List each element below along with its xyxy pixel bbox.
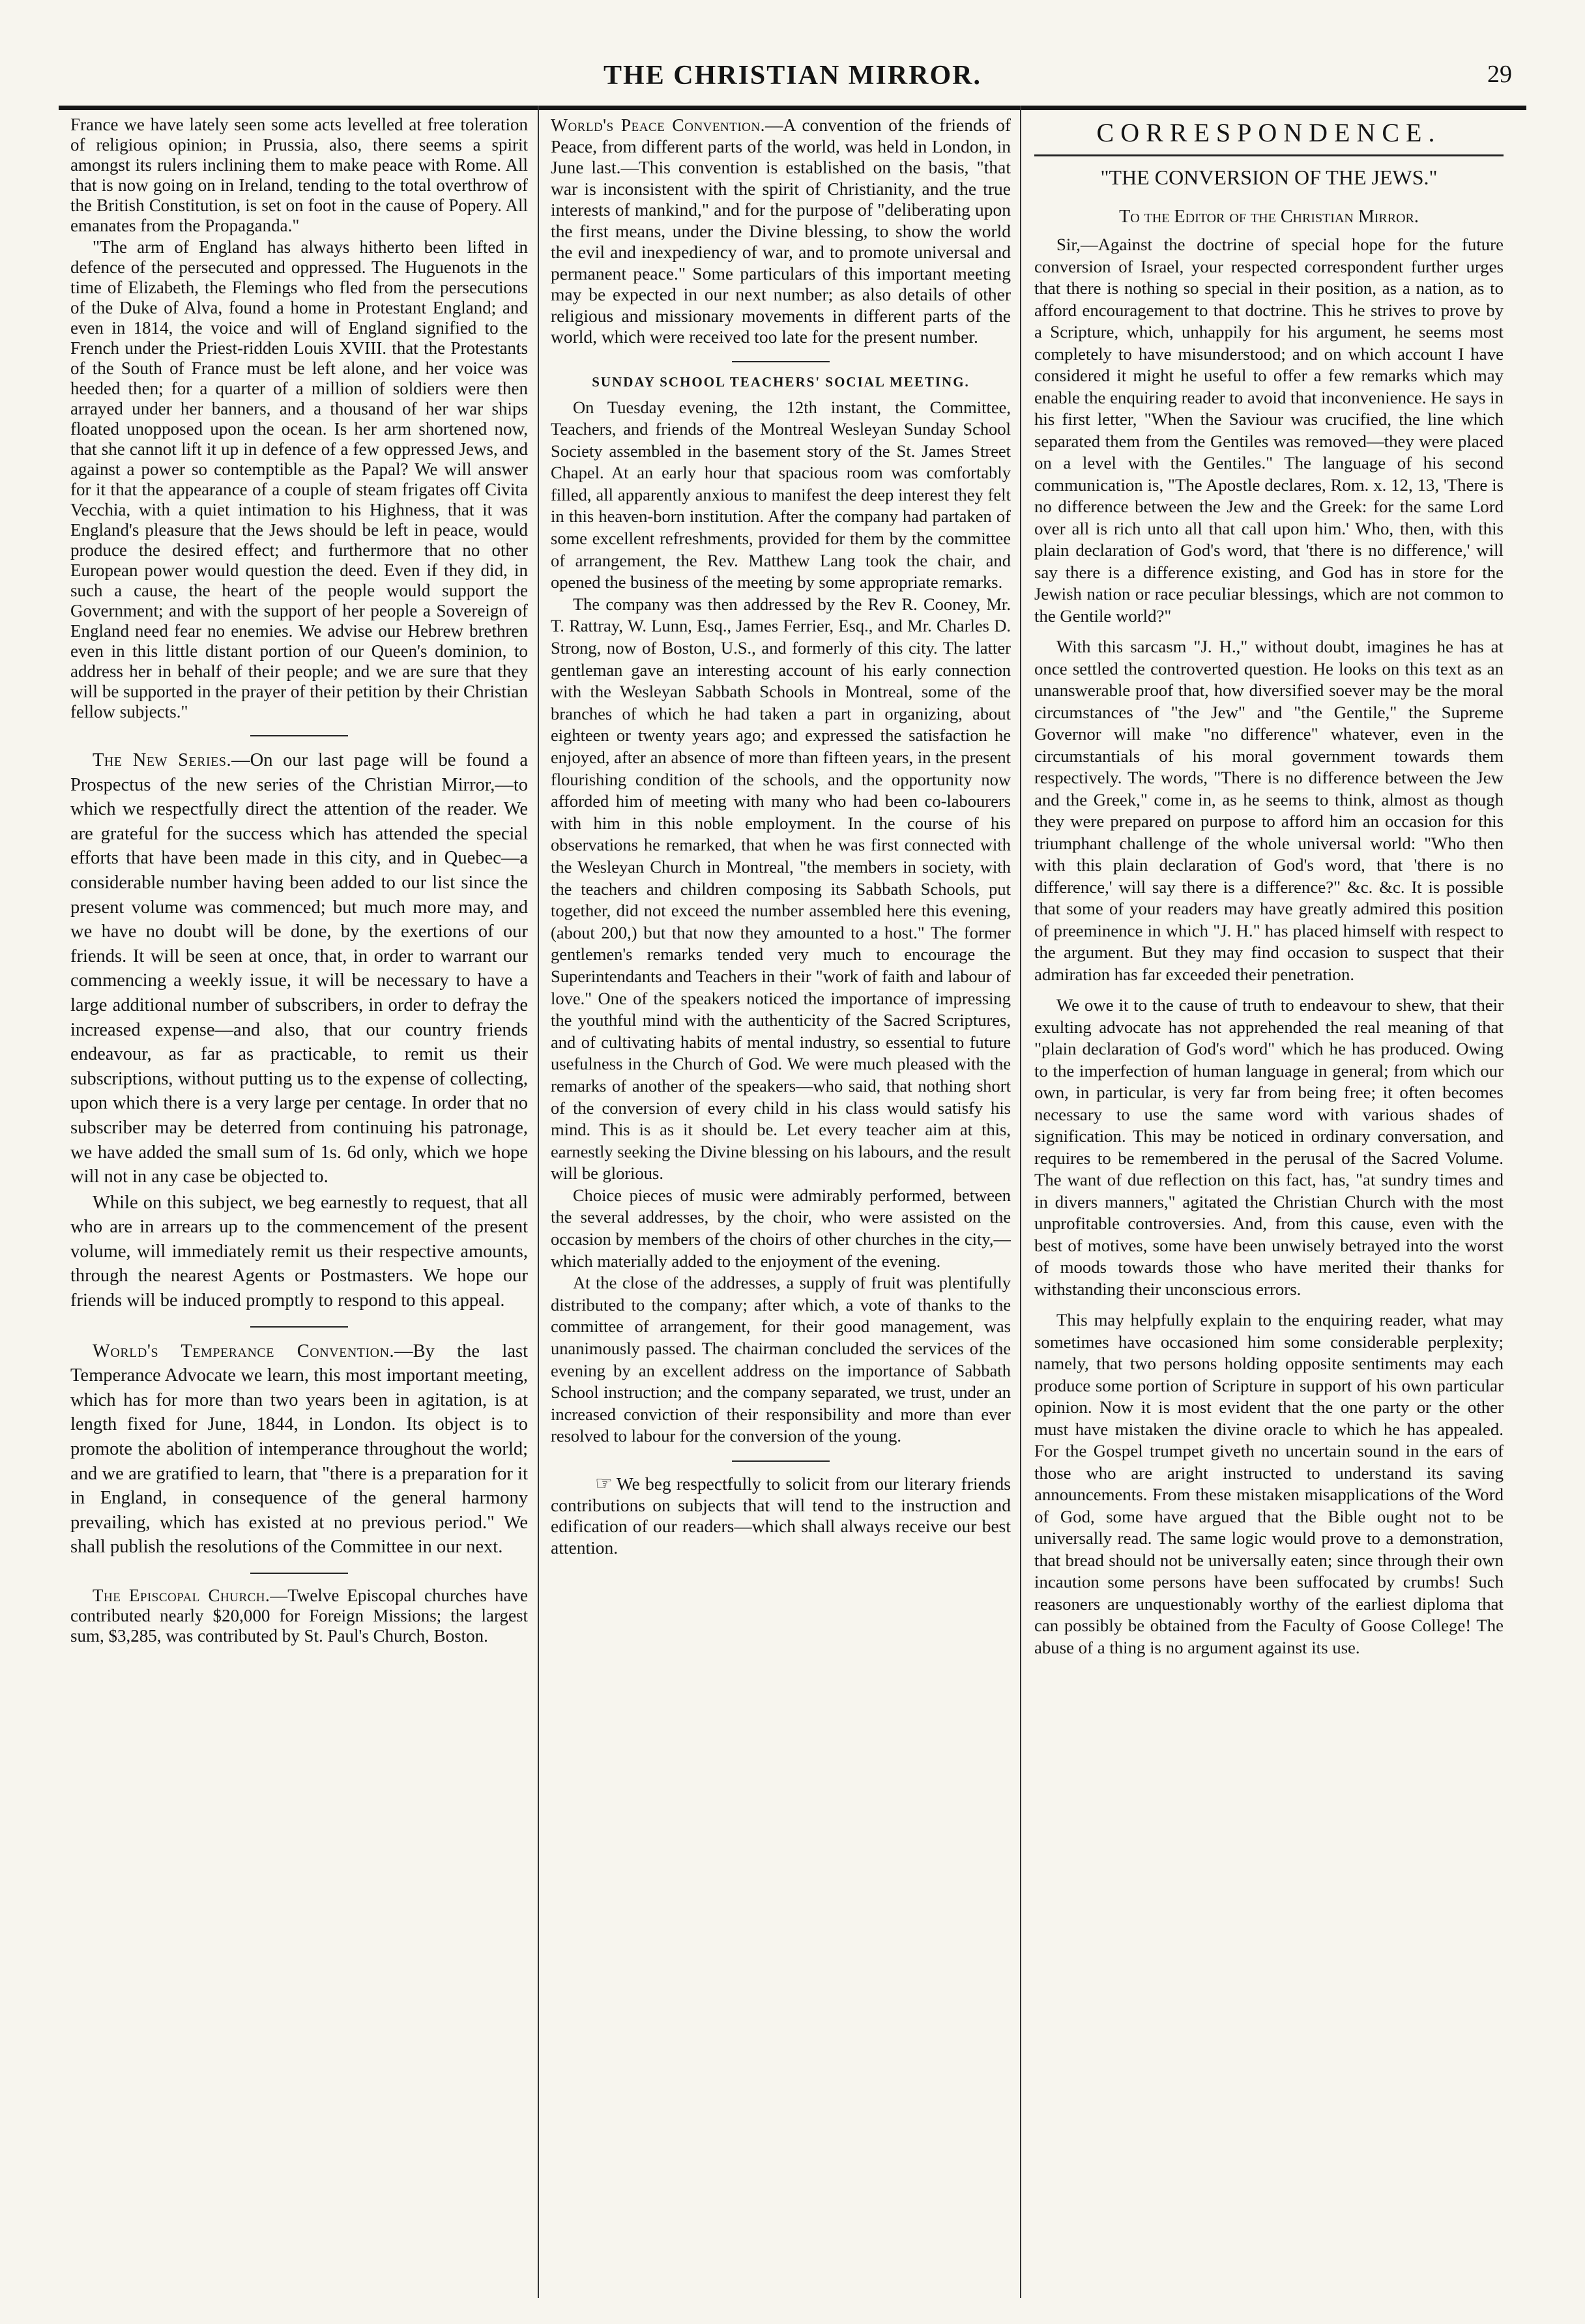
peace-text: —A convention of the friends of Peace, from different parts of the world, was held in London, in June last.—This convention is established on the basis, "that war is inconsistent with the spirit of Christianity, and the true interests of mankind," and for the purpose of "deliberating upon the first means, under the Divine blessing, to show the world the evil and inexpediency of war, and to promote universal and permanent peace." Some particulars of this important meeting may be expected in our next number; as also details of other religious and missionary movements in different parts of the world, which were received too late for the present number. bbox=[551, 115, 1011, 347]
episcopal-text: —Twelve Episcopal churches have contributed nearly $20,000 for Foreign Missions; the largest sum, $3,285, was contributed by St. Paul's Church, Boston. bbox=[70, 1586, 528, 1646]
header-rule bbox=[59, 106, 1526, 110]
running-title: THE CHRISTIAN MIRROR. bbox=[603, 61, 982, 91]
section-divider bbox=[250, 735, 348, 736]
contributions-notice-text: We beg respectfully to solicit from our literary friends contributions on subjects that will tend to the instruction and edification of our readers—which shall always receive our best attention. bbox=[551, 1474, 1011, 1558]
article-paragraph: Choice pieces of music were admirably performed, between the several addresses, by the choir, who were assisted on the occasion by members of the choirs of other churches in the city,—which materially added to the enjoyment of the evening. bbox=[551, 1185, 1011, 1271]
pointing-hand-icon: ☞ bbox=[595, 1473, 613, 1494]
article-paragraph: At the close of the addresses, a supply of fruit was plentifully distributed to the company; after which, a vote of thanks to the committee of arrangement, for their good management, was unanimously passed. The chairman concluded the services of the evening by an excellent address on the importance of Sabbath School instruction; and the company separated, we trust, under an increased conviction of their responsibility and more than ever resolved to labour for the conversion of the young. bbox=[551, 1273, 1011, 1446]
contributions-notice bbox=[551, 1474, 1011, 1558]
temperance-heading: World's Temperance Convention. bbox=[93, 1341, 395, 1361]
letter-paragraph: This may helpfully explain to the enquiring reader, what may sometimes have occasioned him some considerable perplexity; namely, that two persons holding opposite sentiments may each produce some portion of Scripture in support of his own particular opinion. Now it is most evident that the one party or the other must have mistaken the divine oracle to which he has appealed. For the Gospel trumpet giveth no uncertain sound in the ears of those who are aright instructed to understand its saving announcements. From these mistaken misapplications of the Word of God, some have argued that the Bible ought not to be universally read. The same logic would prove to a demonstration, that bread should not be universally eaten; since through their own incaution some persons have been suffocated by crumbs! Such reasoners are unquestionably worthy of the earliest diploma that can possibly be obtained from the Faculty of Goose College! The abuse of a thing is no argument against its use. bbox=[1034, 1310, 1504, 1657]
letter-title: "THE CONVERSION OF THE JEWS." bbox=[1100, 166, 1438, 189]
letter-paragraph: We owe it to the cause of truth to endeavour to shew, that their exulting advocate has not apprehended the real meaning of that "plain declaration of God's word" which he has produced. Owing to the imperfection of human language in general; from which our own, in particular, is very far from being free; it often becomes necessary to use the same word with various shades of signification. This may be noticed in ordinary conversation, and requires to be remembered in the perusal of the Sacred Volume. The want of due reflection on this fact, has, "at sundry times and in divers manners," agitated the Christian Church with the most unprofitable controversies. And, from this cause, even with the best of motives, some have been unwisely betrayed into the worst of moods towards those who have merited their thanks for withstanding their unconscious errors. bbox=[1034, 995, 1504, 1299]
arrears-paragraph: While on this subject, we beg earnestly to request, that all who are in arrears up to the commencement of the present volume, will immediately remit us their respective amounts, through the nearest Agents or Postmasters. We hope our friends will be induced promptly to respond to this appeal. bbox=[70, 1192, 528, 1311]
section-divider bbox=[732, 361, 830, 362]
column-left bbox=[70, 115, 528, 2304]
article-paragraph: France we have lately seen some acts levelled at free toleration of religious opinion; in Prussia, also, there seems a spirit amongst its rulers inclining them to make peace with Rome. All that is now going on in Ireland, tending to the total overthrow of the British Constitution, is set on foot in the cause of Popery. All emanates from the Propaganda." bbox=[70, 115, 528, 235]
column-rule bbox=[1020, 106, 1021, 2298]
correspondence-title: CORRESPONDENCE. bbox=[1096, 118, 1442, 147]
column-middle bbox=[551, 115, 1011, 2304]
article-paragraph: The company was then addressed by the Rev R. Cooney, Mr. T. Rattray, W. Lunn, Esq., James Ferrier, Esq., and Mr. Charles D. Strong, now of Boston, U.S., and formerly of this city. The latter gentleman gave an interesting account of his early connection with the Wesleyan Sabbath Schools in Montreal, some of the branches of which he had taken a part in organizing, about eighteen or twenty years ago; and expressed the satisfaction he enjoyed, after an absence of more than fifteen years, in the present flourishing condition of the schools, and the opportunity now afforded him of meeting with many who had been co-labourers with him in this noble employment. In the course of his observations he remarked, that when he was first connected with the Wesleyan Church in Montreal, "the members in society, with the teachers and children composing its Sabbath Schools, put together, did not exceed the number assembled here this evening, (about 200,) but that now they amounted to a host." The former gentlemen's remarks tended very much to encourage the Superintendants and Teachers in their "work of faith and labour of love." One of the speakers noticed the importance of impressing the youthful mind with the authenticity of the Sacred Scriptures, and of cultivating habits of mental industry, so essential to future usefulness in the Church of God. We were much pleased with the remarks of another of the speakers—who said, that nothing short of the conversion of every child in his class would satisfy his mind. This is as it should be. Let every teacher aim at this, earnestly seeking the Divine blessing on his labours, and the result will be glorious. bbox=[551, 594, 1011, 1184]
episcopal-heading: The Episcopal Church. bbox=[93, 1586, 270, 1605]
episcopal-paragraph bbox=[70, 1586, 528, 1646]
section-rule bbox=[1034, 154, 1504, 156]
masthead bbox=[59, 60, 1526, 106]
new-series-paragraph bbox=[70, 748, 528, 1189]
new-series-text: —On our last page will be found a Prospectus of the new series of the Christian Mirror,—to which we respectfully direct the attention of the reader. We are grateful for the success which has attended the special efforts that have been made in this city, and in Quebec—a considerable number having been added to our list since the present volume was commenced; but much more may, and we have no doubt will be done, by the exertions of our friends. It will be seen at once, that, in order to warrant our commencing a weekly issue, it will be necessary to have a large additional number of subscribers, in order to defray the increased expense—and also, that our country friends endeavour, as far as practicable, to remit us their subscriptions, without putting us to the expense of collecting, upon which there is a very large per centage. In order that no subscriber may be deterred from continuing his patronage, we have added the small sum of 1s. 6d only, which we hope will not in any case be objected to. bbox=[70, 750, 528, 1187]
sunday-school-heading: SUNDAY SCHOOL TEACHERS' SOCIAL MEETING. bbox=[592, 373, 970, 390]
article-paragraph: "The arm of England has always hitherto been lifted in defence of the persecuted and oppressed. The Huguenots in the time of Elizabeth, the Flemings who fled from the persecutions of the Duke of Alva, found a home in Protestant England; and even in 1814, the voice and will of England signified to the French under the Priest-ridden Louis XVIII. that the Protestants of the South of France must be left alone, and her voice was heeded then; for a quarter of a million of soldiers were then arrayed under her banners, and a thousand of her war ships floated unopposed upon the ocean. Is her arm shortened now, that she cannot lift it up in defence of a few oppressed Jews, and against a power so contemptible as the Papal? We will answer for it that the appearance of a couple of steam frigates off Civita Vecchia, with a quiet intimation to his Highness, that it was England's pleasure that the Jews should be left in peace, would produce the desired effect; and furthermore that no other European power would question the deed. Even if they did, in such a cause, the heart of the people would support the Government; and with the support of her people a Sovereign of England need fear no enemies. We advise our Hebrew brethren even in this little distant portion of our Queen's dominion, to address her in behalf of their people; and we are sure that they will be supported in the prayer of their petition by their Christian fellow subjects." bbox=[70, 237, 528, 721]
column-right bbox=[1034, 115, 1504, 2304]
temperance-paragraph bbox=[70, 1339, 528, 1560]
letter-address: To the Editor of the Christian Mirror. bbox=[1119, 207, 1419, 227]
peace-heading: World's Peace Convention. bbox=[551, 115, 765, 135]
letter-paragraph: With this sarcasm "J. H.," without doubt, imagines he has at once settled the controverted question. He looks on this text as an unanswerable proof that, how diversified soever may be the moral circumstances of "the Jew" and "the Gentile," the Supreme Governor will make "no difference" whatever, even in the circumstantials of his moral government towards them respectively. The words, "There is no difference between the Jew and the Greek," come in, as he seems to think, almost as though they were prepared on purpose to afford him an occasion for this triumphant challenge of the whole universal world: "Who then with this plain declaration of God's word, that 'there is no difference,' will say there is a difference?" &c. &c. It is possible that some of your readers may have greatly admired this position of preeminence in which "J. H." has placed himself with respect to the argument. But they may find occasion to suspect that their admiration has far exceeded their penetration. bbox=[1034, 637, 1504, 984]
section-divider bbox=[250, 1326, 348, 1328]
section-divider bbox=[732, 1460, 830, 1462]
section-divider bbox=[250, 1573, 348, 1574]
peace-paragraph bbox=[551, 115, 1011, 348]
page-number: 29 bbox=[1487, 61, 1512, 88]
article-paragraph: On Tuesday evening, the 12th instant, the Committee, Teachers, and friends of the Montreal Wesleyan Sunday School Society assembled in the basement story of the St. James Street Chapel. At an early hour that spacious room was comfortably filled, all apparently anxious to manifest the deep interest they felt in this heaven-born institution. After the company had partaken of some excellent refreshments, provided for them by the committee of arrangement, the Rev. Matthew Lang took the chair, and opened the business of the meeting by some appropriate remarks. bbox=[551, 397, 1011, 592]
new-series-heading: The New Series. bbox=[93, 750, 232, 770]
letter-paragraph: Sir,—Against the doctrine of special hope for the future conversion of Israel, your respected correspondent further urges that there is nothing so special in their position, as a nation, as to afford encouragement to that doctrine. This he strives to prove by a Scripture, which, unhappily for his argument, he seems most completely to have misunderstood; and on which account I have considered it might he useful to offer a few remarks which may enable the enquiring reader to avoid that inconvenience. He says in his first letter, "When the Saviour was crucified, the line which separated them from the Gentiles was removed—they were placed on a level with the Gentiles." The language of his second communication is, "The Apostle declares, Rom. x. 12, 13, 'There is no difference between the Jew and the Greek: for the same Lord over all is rich unto all that call upon him.' Who, then, with this plain declaration of God's word, that 'there is no difference,' will say there is a difference existing, and God has in store for the Jewish nation or race peculiar blessings, which are not common to the Gentile world?" bbox=[1034, 235, 1504, 626]
column-rule bbox=[538, 106, 539, 2298]
temperance-text: —By the last Temperance Advocate we learn, this most important meeting, which has for more than two years been in agitation, is at length fixed for June, 1844, in London. Its object is to promote the abolition of intemperance throughout the world; and we are gratified to learn, that "there is a preparation for it in England, in consequence of the general harmony prevailing, which has existed at no previous period." We shall publish the resolutions of the Committee in our next. bbox=[70, 1341, 528, 1558]
